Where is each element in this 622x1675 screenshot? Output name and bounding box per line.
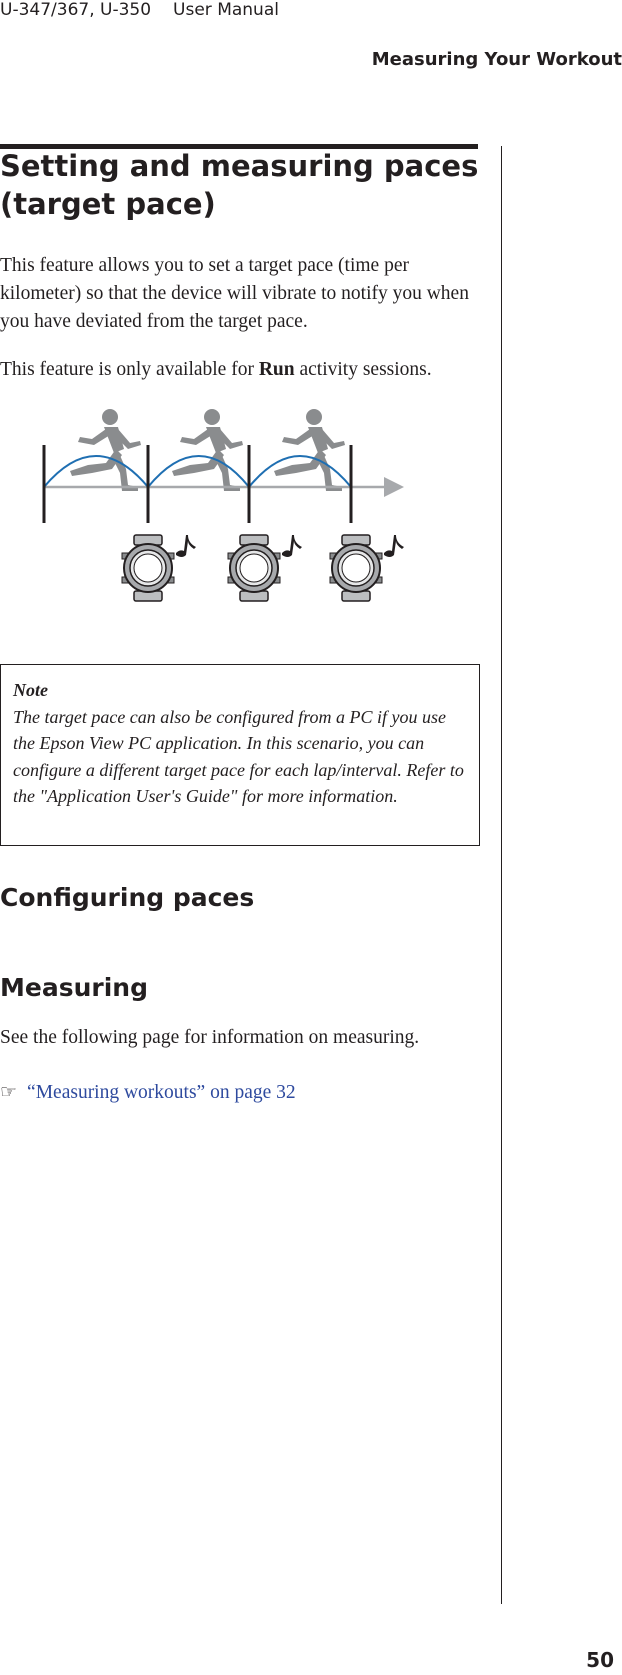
section-header: Measuring Your Workout [371, 49, 622, 70]
running-header-left [0, 0, 279, 20]
pointing-hand-icon: ☞ [0, 1081, 18, 1103]
availability-suffix: activity sessions. [294, 359, 432, 380]
note-box [0, 664, 480, 846]
measuring-heading: Measuring [0, 973, 148, 1002]
manual-label: User Manual [173, 0, 279, 20]
model-number: U-347/367, U-350 [0, 0, 152, 20]
page-number: 50 [586, 1648, 614, 1672]
runner-icon-2 [172, 409, 243, 491]
column-divider [501, 146, 502, 1604]
measuring-paragraph: See the following page for information on measuring. [0, 1027, 420, 1048]
availability-paragraph [0, 356, 478, 384]
run-activity-label: Run [258, 359, 295, 380]
distance-arrow-head [384, 477, 404, 497]
watch-icon-1 [122, 535, 174, 601]
watch-icon-2 [228, 535, 280, 601]
vibration-note-icon-2 [282, 535, 302, 557]
vibration-note-icon-3 [384, 535, 404, 557]
note-body: The target pace can also be configured from a PC if you use the Epson View PC application. In this scenario, you can configure a different target pace for each lap/interval. Refer to the "Application User's Guide" for more information. [13, 706, 464, 806]
runner-icon-1 [70, 409, 141, 491]
intro-paragraph: This feature allows you to set a target pace (time per kilometer) so that the device will vibrate to notify you when you have deviated from the target pace. [0, 255, 469, 332]
note-title: Note [13, 680, 48, 700]
measuring-workouts-link[interactable]: “Measuring workouts” on page 32 [27, 1082, 296, 1103]
vibration-note-icon-1 [176, 535, 196, 557]
watch-icon-3 [330, 535, 382, 601]
target-pace-illustration [36, 405, 446, 640]
configuring-paces-heading: Configuring paces [0, 883, 255, 912]
cross-reference[interactable] [0, 1078, 296, 1107]
availability-prefix: This feature is only available for [0, 359, 259, 380]
runner-icon-3 [274, 409, 345, 491]
page-title: Setting and measuring paces (target pace) [0, 149, 479, 221]
